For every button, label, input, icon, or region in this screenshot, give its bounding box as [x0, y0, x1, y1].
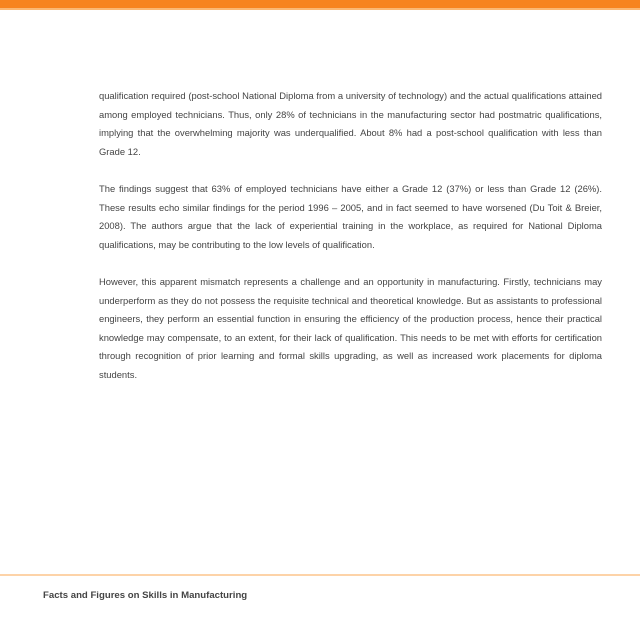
paragraph: The findings suggest that 63% of employed technicians have either a Grade 12 (37%) or less than Grade 12 (26%). These results echo similar findings for the period 1996 – 2005, and in fact seemed to have worsened (Du Toit & Breier, 2008). The authors argue that the lack of experiential training in the workplace, as required for National Diploma qualifications, may be contributing to the low levels of qualification.	[99, 182, 602, 250]
header-accent-line	[0, 8, 640, 10]
paragraph: However, this apparent mismatch represents a challenge and an opportunity in manufacturing. Firstly, technicians may underperform as they do not possess the requisite technical and theoretical knowledge. But as assistants to professional engineers, they perform an essential function in ensuring the efficiency of the production process, hence their practical knowledge may compensate, to an extent, for their lack of qualification. This needs to be met with efforts for certification through recognition of prior learning and formal skills upgrading, as well as increased work placements for diploma students.	[99, 275, 602, 380]
footer-divider	[0, 574, 640, 576]
paragraph: qualification required (post-school National Diploma from a university of technology) and the actual qualifications attained among employed technicians. Thus, only 28% of technicians in the manufacturing sector had postmatric qualifications, implying that the overwhelming majority was underqualified. About 8% had a post-school qualification with less than Grade 12.	[99, 90, 602, 157]
header-accent-bar	[0, 0, 640, 8]
footer-title: Facts and Figures on Skills in Manufacturing	[43, 590, 248, 601]
body-text	[99, 87, 602, 403]
